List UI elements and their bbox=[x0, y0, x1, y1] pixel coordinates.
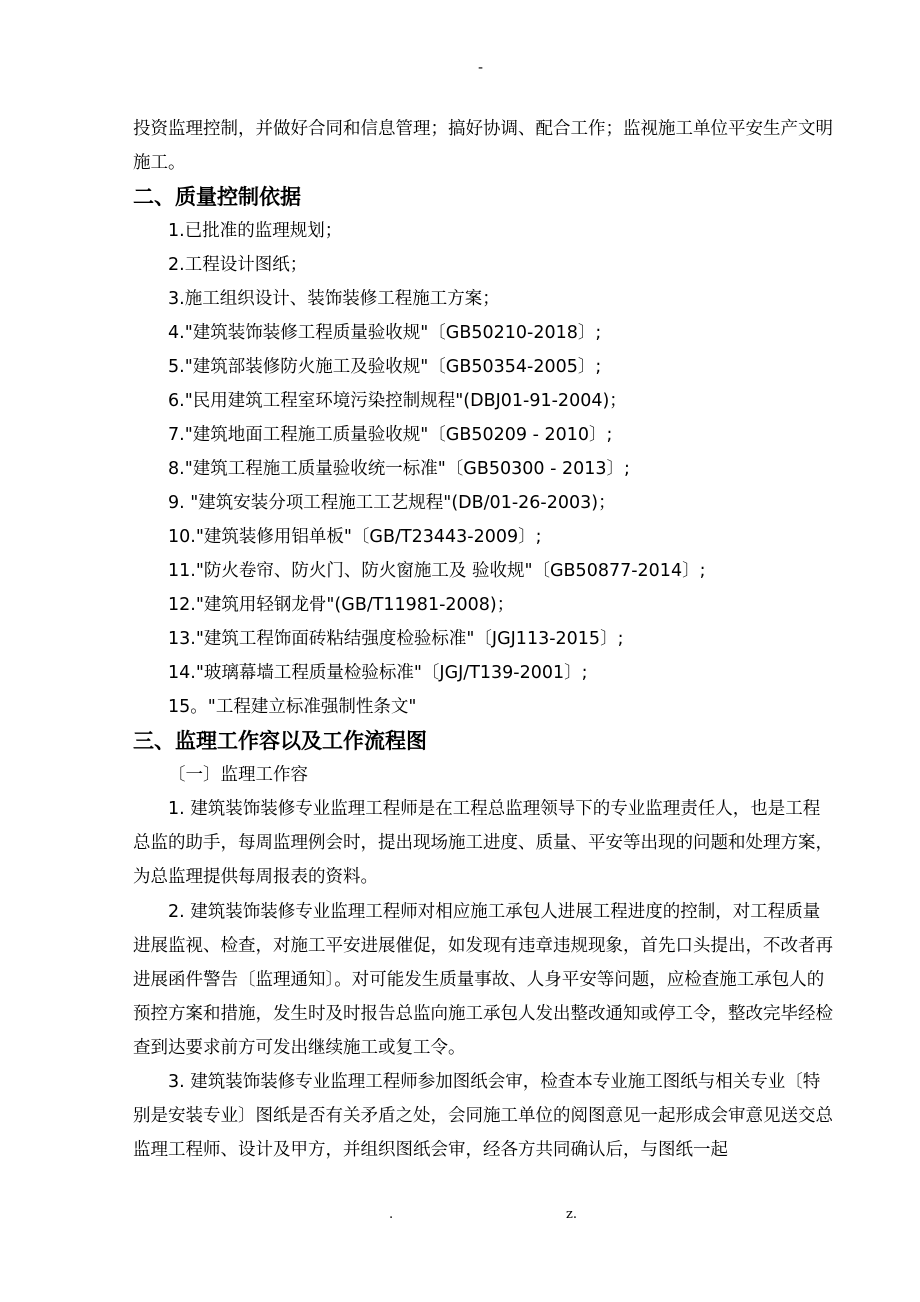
list-item: 9. "建筑安装分项工程施工工艺规程"(DB/01-26-2003)； bbox=[168, 493, 616, 513]
intro-paragraph: 投资监理控制，并做好合同和信息管理；搞好协调、配合工作；监视施工单位平安生产文明施工。 bbox=[133, 119, 833, 173]
list-item: 4."建筑装饰装修工程质量验收规"〔GB50210-2018〕; bbox=[168, 323, 602, 343]
list-item: 5."建筑部装修防火施工及验收规"〔GB50354-2005〕; bbox=[168, 357, 602, 377]
list-item: 6."民用建筑工程室环境污染控制规程"(DBJ01-91-2004)； bbox=[168, 391, 627, 411]
list-item: 7."建筑地面工程施工质量验收规"〔GB50209 - 2010〕; bbox=[168, 425, 613, 445]
list-item: 11."防火卷帘、防火门、防火窗施工及 验收规"〔GB50877-2014〕; bbox=[168, 561, 706, 581]
list-item: 13."建筑工程饰面砖粘结强度检验标准"〔JGJ113-2015〕; bbox=[168, 629, 624, 649]
footer-right-mark: z. bbox=[566, 1207, 577, 1222]
list-item: 12."建筑用轻钢龙骨"(GB/T11981-2008)； bbox=[168, 595, 515, 615]
header-mark: - bbox=[478, 60, 484, 76]
list-item: 1.已批准的监理规划； bbox=[168, 221, 343, 241]
footer-left-mark: . bbox=[389, 1207, 394, 1222]
list-item: 3.施工组织设计、装饰装修工程施工方案； bbox=[168, 289, 500, 309]
list-item: 15。"工程建立标准强制性条文" bbox=[168, 697, 417, 717]
section-3-subheading: 〔一〕监理工作容 bbox=[168, 765, 308, 785]
list-item: 10."建筑装修用铝单板"〔GB/T23443-2009〕; bbox=[168, 527, 542, 547]
list-item: 2.工程设计图纸； bbox=[168, 255, 308, 275]
list-item: 8."建筑工程施工质量验收统一标准"〔GB50300 - 2013〕; bbox=[168, 459, 630, 479]
body-paragraph-3: 3. 建筑装饰装修专业监理工程师参加图纸会审，检查本专业施工图纸与相关专业〔特别是安装专业〕图纸是否有关矛盾之处，会同施工单位的阅图意见一起形成会审意见送交总监理工程师、设计及甲方，并组织图纸会审，经各方共同确认后，与图纸一起 bbox=[133, 1072, 833, 1160]
section-3-title: 三、监理工作容以及工作流程图 bbox=[133, 729, 427, 753]
list-item: 14."玻璃幕墙工程质量检验标准"〔JGJ/T139-2001〕; bbox=[168, 663, 588, 683]
section-2-title: 二、质量控制依据 bbox=[133, 185, 301, 209]
body-paragraph-1: 1. 建筑装饰装修专业监理工程师是在工程总监理领导下的专业监理责任人，也是工程总监的助手，每周监理例会时，提出现场施工进度、质量、平安等出现的问题和处理方案，为总监理提供每周报表的资料。 bbox=[133, 799, 833, 887]
body-paragraph-2: 2. 建筑装饰装修专业监理工程师对相应施工承包人进展工程进度的控制，对工程质量进展监视、检查，对施工平安进展催促，如发现有违章违规现象，首先口头提出，不改者再进展函件警告〔监理通知〕。对可能发生质量事故、人身平安等问题，应检查施工承包人的预控方案和措施，发生时及时报告总监向施工承包人发出整改通知或停工令，整改完毕经检查到达要求前方可发出继续施工或复工令。 bbox=[133, 902, 833, 1058]
